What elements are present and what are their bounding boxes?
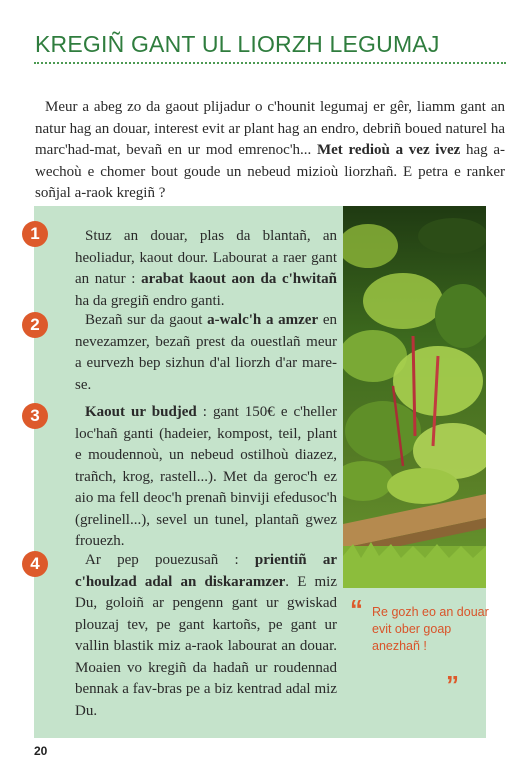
tip-4-text-end: . E miz Du, goloiñ ar pengenn gant ur gwiskad plouzaj tev, pe gant kartoñs, pe gant ur vallin blastik miz a-raok labourat an douar. Moaien vo kregiñ da hadañ ur roudennad bennak a fav-bras pe a biz kentrad adal miz Du. bbox=[75, 573, 337, 719]
tip-2-text-end: en nevezamzer, bezañ prest da ouestlañ meur a eurvezh bep sizhun d'al liorzh d'ar mare-se. bbox=[75, 312, 337, 393]
quote-close-mark: ” bbox=[446, 670, 459, 700]
intro-bold: Met redioù a vez ivez bbox=[316, 142, 461, 158]
tip-1-text: Stuz an douar, plas da blantañ, an heoliadur, kaout dour. Labourat a raer gant an natur : bbox=[75, 228, 337, 287]
page-number: 20 bbox=[34, 744, 48, 758]
tip-1-text-end: ha da gregiñ endro ganti. bbox=[75, 292, 225, 309]
step-badge-2: 2 bbox=[22, 312, 48, 338]
tip-item-1 bbox=[75, 226, 337, 312]
step-badge-4: 4 bbox=[22, 551, 48, 577]
tip-1-bold: arabat kaout aon da c'hwitañ bbox=[141, 271, 337, 287]
tip-4-text: Ar pep pouezusañ : bbox=[85, 552, 255, 568]
tip-3-bold: Kaout ur budjed bbox=[85, 404, 197, 420]
intro-text-2: hag a-wechoù e chomer bout goude un nebeud mizioù liorzhañ. E petra e ranker soñjal a-raok kregiñ ? bbox=[35, 142, 505, 201]
tip-4-bold: prientiñ ar c'houlzad adal an diskaramzer bbox=[75, 552, 337, 590]
quote-open-mark: “ bbox=[350, 594, 363, 624]
tip-2-text: Bezañ sur da gaout bbox=[85, 312, 208, 328]
tip-item-2 bbox=[75, 310, 337, 396]
tip-item-4 bbox=[75, 550, 337, 722]
tip-2-bold: a-walc'h a amzer bbox=[207, 312, 319, 328]
tip-item-3 bbox=[75, 402, 337, 553]
garden-photo bbox=[343, 206, 486, 588]
pull-quote: Re gozh eo an douar evit ober goap anezhañ ! bbox=[372, 605, 489, 653]
title-divider bbox=[34, 62, 506, 64]
intro-text-1: Meur a abeg zo da gaout plijadur o c'hounit legumaj er gêr, liamm gant an natur hag an douar, interest evit ar plant hag an endro, debriñ boued naturel ha marc'had-mat, bevañ en ur mod emrenoc'h... bbox=[35, 99, 505, 158]
step-badge-3: 3 bbox=[22, 403, 48, 429]
intro-paragraph bbox=[35, 97, 505, 205]
page-title: KREGIÑ GANT UL LIORZH LEGUMAJ bbox=[35, 31, 440, 57]
step-badge-1: 1 bbox=[22, 221, 48, 247]
tip-3-text-end: : gant 150€ e c'heller loc'hañ ganti (hadeier, kompost, teil, plant e moudennoù, un nebeud ostilhoù diazez, trañch, krog, rastell...). Met da geroc'h ez aio ma fell deoc'h prenañ binviji efedusoc'h (grelinell...), sevel un tunel, plantañ gwez frouezh. bbox=[75, 404, 337, 549]
